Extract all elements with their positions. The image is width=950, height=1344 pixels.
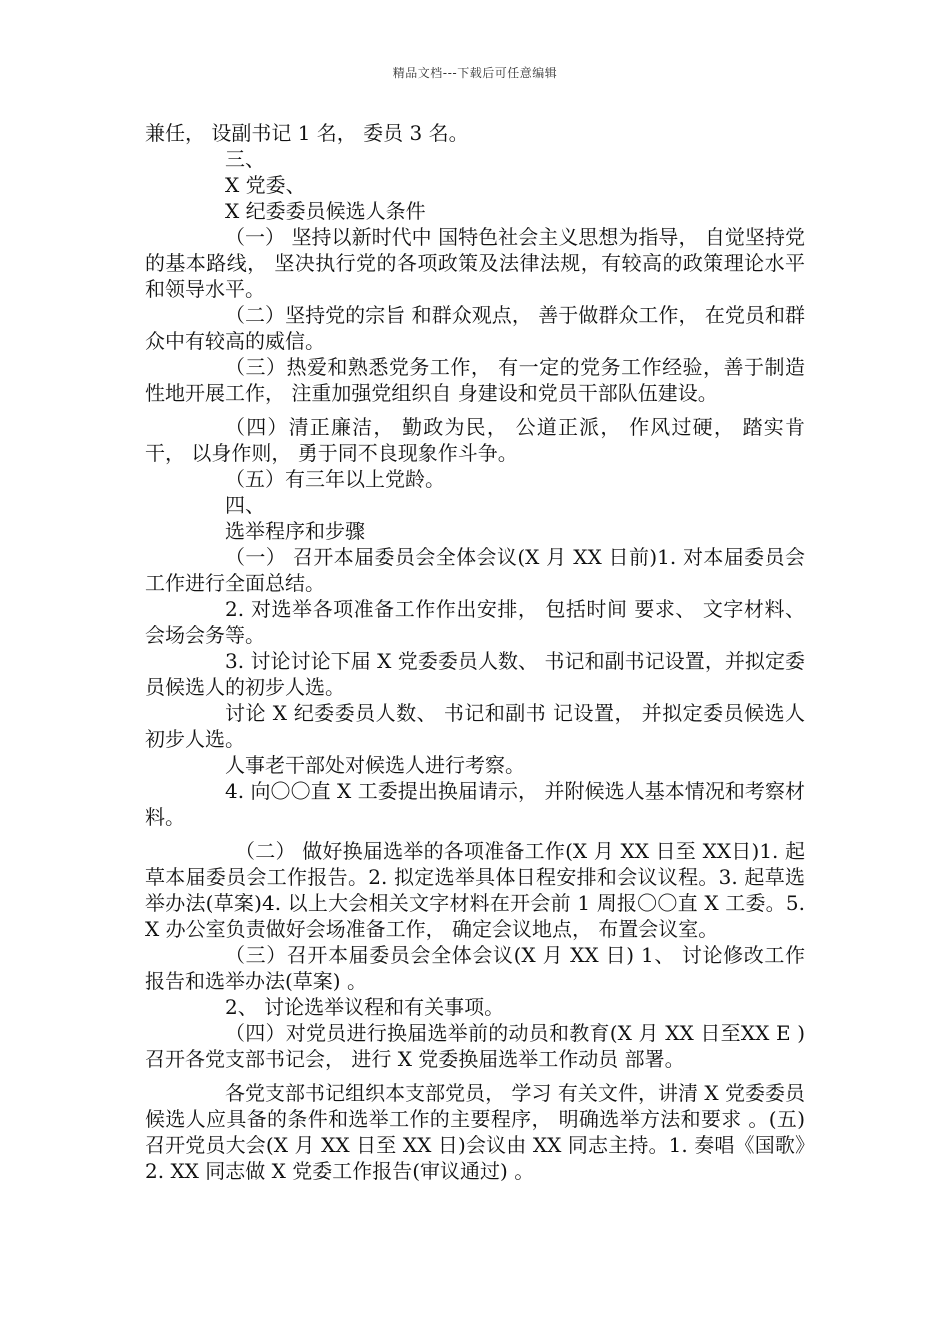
paragraph: 各党支部书记组织本支部党员， 学习 有关文件，讲清 X 党委委员候选人应具备的条件和选举工作的主要程序， 明确选举方法和要求 。(五) 召开党员大会(X 月 XX 日至 XX 日)会议由 XX 同志主持。1. 奏唱《国歌》2. XX 同志做 X 党委工作报告(审议通过) 。 bbox=[145, 1081, 805, 1183]
paragraph: （二） 做好换届选举的各项准备工作(X 月 XX 日至 XX日)1. 起草本届委员会工作报告。2. 拟定选举具体日程安排和会议议程。3. 起草选举办法(草案)4. 以上大会相关文字材料在开会前 1 周报〇〇直 X 工委。5. X 办公室负责做好会场准备工作， 确定会议地点， 布置会议室。 bbox=[145, 839, 805, 941]
document-body bbox=[145, 120, 805, 1184]
section-heading: 选举程序和步骤 bbox=[225, 519, 365, 543]
section-heading: X 纪委委员候选人条件 bbox=[225, 199, 426, 223]
section-number: 四、 bbox=[225, 493, 265, 517]
page-header: 精品文档---下载后可任意编辑 bbox=[392, 66, 558, 80]
paragraph: （三）召开本届委员会全体会议(X 月 XX 日) 1、 讨论修改工作报告和选举办法(草案) 。 bbox=[145, 943, 805, 993]
paragraph: （二）坚持党的宗旨 和群众观点， 善于做群众工作， 在党员和群众中有较高的威信。 bbox=[145, 303, 805, 353]
paragraph: 4. 向〇〇直 X 工委提出换届请示， 并附候选人基本情况和考察材料。 bbox=[145, 779, 805, 829]
paragraph: （一） 坚持以新时代中 国特色社会主义思想为指导， 自觉坚持党的基本路线， 坚决执行党的各项政策及法律法规，有较高的政策理论水平和领导水平。 bbox=[145, 225, 805, 301]
paragraph: （四）清正廉洁， 勤政为民， 公道正派， 作风过硬， 踏实肯干， 以身作则， 勇于同不良现象作斗争。 bbox=[145, 415, 805, 465]
paragraph: （四）对党员进行换届选举前的动员和教育(X 月 XX 日至XX E ) 召开各党支部书记会， 进行 X 党委换届选举工作动员 部署。 bbox=[145, 1021, 805, 1071]
paragraph: （三）热爱和熟悉党务工作， 有一定的党务工作经验，善于制造性地开展工作， 注重加强党组织自 身建设和党员干部队伍建设。 bbox=[145, 355, 805, 405]
paragraph: （一） 召开本届委员会全体会议(X 月 XX 日前)1. 对本届委员会工作进行全面总结。 bbox=[145, 545, 805, 595]
paragraph: （五）有三年以上党龄。 bbox=[225, 467, 445, 491]
paragraph: 兼任， 设副书记 1 名， 委员 3 名。 bbox=[145, 121, 469, 145]
section-number: 三、 bbox=[225, 147, 265, 171]
paragraph: 讨论 X 纪委委员人数、 书记和副书 记设置， 并拟定委员候选人初步人选。 bbox=[145, 701, 805, 751]
paragraph: 3. 讨论讨论下届 X 党委委员人数、 书记和副书记设置，并拟定委员候选人的初步人选。 bbox=[145, 649, 805, 699]
paragraph: 2. 对选举各项准备工作作出安排， 包括时间 要求、 文字材料、 会场会务等。 bbox=[145, 597, 805, 647]
paragraph: 2、 讨论选举议程和有关事项。 bbox=[225, 995, 505, 1019]
paragraph: 人事老干部处对候选人进行考察。 bbox=[225, 753, 525, 777]
section-heading-line: X 党委、 bbox=[225, 173, 306, 197]
